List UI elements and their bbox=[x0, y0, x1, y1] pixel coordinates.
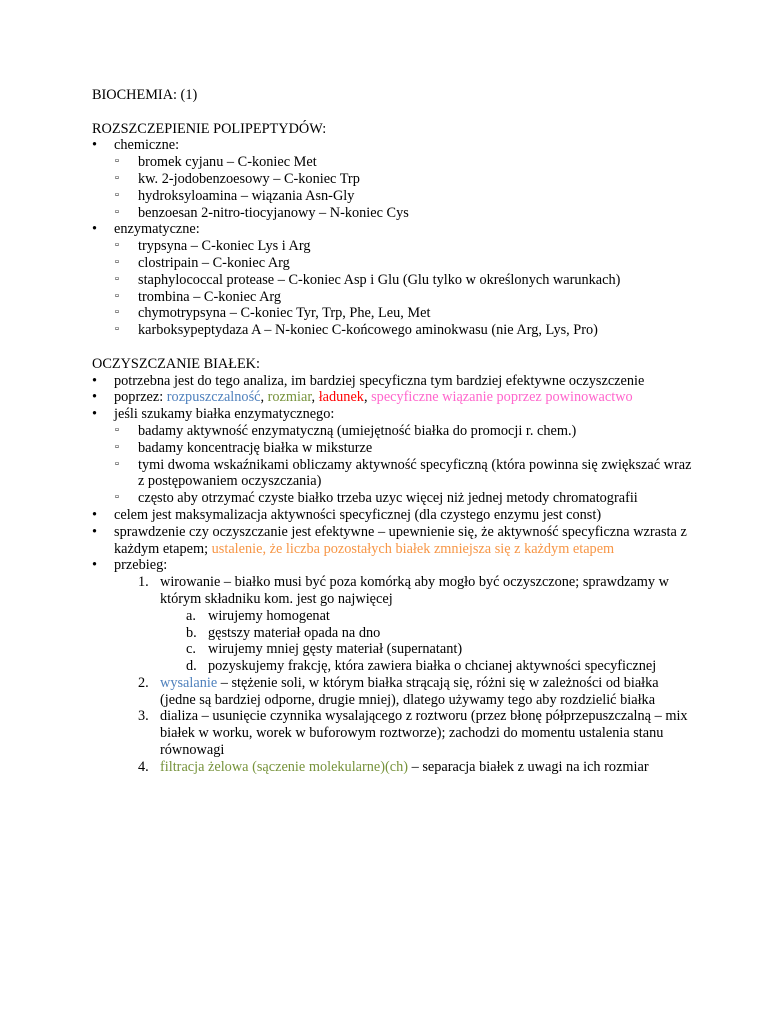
sub-item-text: tymi dwoma wskaźnikami obliczamy aktywność specyficzną (która powinna się zwiększać wraz z postępowaniem oczyszczania) bbox=[138, 456, 692, 490]
bullet-text: przebieg: bbox=[114, 557, 168, 574]
bullet-marker: • bbox=[92, 221, 98, 238]
method-affinity: specyficzne wiązanie poprzez powinowactwo bbox=[371, 389, 633, 406]
step-2 bbox=[92, 675, 692, 709]
section-heading-cleavage: ROZSZCZEPIENIE POLIPEPTYDÓW: bbox=[92, 120, 327, 137]
bullet-chemical bbox=[92, 137, 692, 154]
sub-item-text: hydroksyloamina – wiązania Asn-Gly bbox=[138, 187, 355, 204]
sub-item bbox=[92, 154, 692, 171]
sub-step-text: wirujemy mniej gęsty materiał (supernatant) bbox=[208, 641, 463, 658]
sub-letter: d. bbox=[186, 658, 197, 675]
sub-item bbox=[92, 238, 692, 255]
sub-step-text: wirujemy homogenat bbox=[208, 607, 330, 624]
step-1-sub bbox=[92, 625, 692, 642]
sub-marker: ▫ bbox=[115, 205, 119, 218]
bullet-marker: • bbox=[92, 506, 98, 523]
bullet-enzymatic bbox=[92, 221, 692, 238]
sub-letter: b. bbox=[186, 624, 197, 641]
bullet-marker: • bbox=[92, 372, 98, 389]
sub-item-text: badamy aktywność enzymatyczną (umiejętność białka do promocji r. chem.) bbox=[138, 422, 577, 439]
bullet-marker: • bbox=[92, 523, 98, 540]
step-number: 2. bbox=[138, 674, 149, 691]
method-solubility: rozpuszczalność bbox=[166, 389, 261, 406]
sub-item-text: trypsyna – C-koniec Lys i Arg bbox=[138, 238, 311, 255]
bullet-goal bbox=[92, 507, 692, 524]
sub-item bbox=[92, 440, 692, 457]
sub-letter: c. bbox=[186, 641, 196, 658]
bullet-text: jeśli szukamy białka enzymatycznego: bbox=[114, 406, 335, 423]
method-charge: ładunek bbox=[318, 389, 364, 406]
step-text: dializa – usunięcie czynnika wysalającego z roztworu (przez błonę półprzepuszczalną – mix białek w worku, worek w buforowym roztworze); zachodzi do momentu ustalenia stanu równowagi bbox=[160, 708, 688, 759]
sub-step-text: gęstszy materiał opada na dno bbox=[208, 624, 381, 641]
separator: , bbox=[260, 389, 268, 406]
document-body bbox=[92, 87, 692, 776]
sub-item-text: karboksypeptydaza A – N-koniec C-końcowego aminokwasu (nie Arg, Lys, Pro) bbox=[138, 322, 598, 339]
step-1-sub bbox=[92, 658, 692, 675]
sub-item bbox=[92, 490, 692, 507]
sub-item bbox=[92, 171, 692, 188]
step-highlight: wysalanie bbox=[160, 674, 218, 691]
sub-item bbox=[92, 188, 692, 205]
step-1 bbox=[92, 574, 692, 608]
bullet-marker: • bbox=[92, 137, 98, 154]
bullet-marker: • bbox=[92, 389, 98, 406]
highlight-text: ustalenie, że liczba pozostałych białek zmniejsza się z każdym etapem bbox=[211, 540, 615, 557]
sub-item-text: clostripain – C-koniec Arg bbox=[138, 254, 290, 271]
sub-marker: ▫ bbox=[115, 323, 119, 336]
sub-item bbox=[92, 205, 692, 222]
sub-item bbox=[92, 457, 692, 491]
step-number: 4. bbox=[138, 758, 149, 775]
bullet-text: celem jest maksymalizacja aktywności specyficznej (dla czystego enzymu jest const) bbox=[114, 506, 602, 523]
bullet-check bbox=[92, 524, 692, 558]
sub-item-text: staphylococcal protease – C-koniec Asp i Glu (Glu tylko w określonych warunkach) bbox=[138, 271, 621, 288]
bullet-methods bbox=[92, 389, 692, 406]
sub-item bbox=[92, 305, 692, 322]
sub-marker: ▫ bbox=[115, 306, 119, 319]
bullet-text: chemiczne: bbox=[114, 137, 180, 154]
sub-marker: ▫ bbox=[115, 188, 119, 201]
sub-item-text: benzoesan 2-nitro-tiocyjanowy – N-koniec Cys bbox=[138, 204, 409, 221]
sub-item-text: trombina – C-koniec Arg bbox=[138, 288, 282, 305]
sub-marker: ▫ bbox=[115, 289, 119, 302]
bullet-marker: • bbox=[92, 557, 98, 574]
step-1-sub bbox=[92, 641, 692, 658]
sub-item-text: chymotrypsyna – C-koniec Tyr, Trp, Phe, Leu, Met bbox=[138, 305, 431, 322]
sub-item-text: badamy koncentrację białka w miksturze bbox=[138, 439, 373, 456]
sub-marker: ▫ bbox=[115, 491, 119, 504]
bullet-enzymatic-protein bbox=[92, 406, 692, 423]
step-text: – stężenie soli, w którym białka strącają się, różni się w zależności od białka (jedne są bardziej odporne, drugie mniej), dlatego używamy tego aby rozdzielić białka bbox=[160, 674, 659, 708]
sub-item-text: kw. 2-jodobenzoesowy – C-koniec Trp bbox=[138, 170, 360, 187]
step-number: 3. bbox=[138, 708, 149, 725]
sub-marker: ▫ bbox=[115, 155, 119, 168]
sub-item bbox=[92, 272, 692, 289]
sub-marker: ▫ bbox=[115, 239, 119, 252]
step-4 bbox=[92, 759, 692, 776]
method-size: rozmiar bbox=[267, 389, 312, 406]
bullet-marker: • bbox=[92, 406, 98, 423]
sub-marker: ▫ bbox=[115, 255, 119, 268]
sub-item bbox=[92, 289, 692, 306]
bullet-text: enzymatyczne: bbox=[114, 221, 200, 238]
sub-item-text: często aby otrzymać czyste białko trzeba uzyc więcej niż jednej metody chromatografii bbox=[138, 490, 638, 507]
step-text: – separacja białek z uwagi na ich rozmiar bbox=[408, 758, 649, 775]
methods-prefix: poprzez: bbox=[114, 389, 167, 406]
sub-marker: ▫ bbox=[115, 440, 119, 453]
bullet-text: potrzebna jest do tego analiza, im bardziej specyficzna tym bardziej efektywne oczyszczenie bbox=[114, 372, 645, 389]
step-highlight: filtracja żelowa (sączenie molekularne)(ch) bbox=[160, 758, 409, 775]
bullet-procedure bbox=[92, 557, 692, 574]
separator: , bbox=[311, 389, 319, 406]
bullet-text: sprawdzenie czy oczyszczanie jest efektywne – upewnienie się, że aktywność specyficzna wzrasta z każdym etapem; bbox=[114, 523, 687, 557]
document-title: BIOCHEMIA: (1) bbox=[92, 87, 198, 103]
sub-marker: ▫ bbox=[115, 272, 119, 285]
sub-marker: ▫ bbox=[115, 423, 119, 436]
step-text: wirowanie – białko musi być poza komórką aby mogło być oczyszczone; sprawdzamy w którym składniku kom. jest go najwięcej bbox=[160, 574, 669, 607]
sub-marker: ▫ bbox=[115, 171, 119, 184]
bullet-analysis bbox=[92, 373, 692, 390]
sub-item-text: bromek cyjanu – C-koniec Met bbox=[138, 154, 317, 171]
step-3 bbox=[92, 708, 692, 758]
step-1-sub bbox=[92, 608, 692, 625]
sub-item bbox=[92, 423, 692, 440]
sub-item bbox=[92, 322, 692, 339]
sub-letter: a. bbox=[186, 607, 196, 624]
section-heading-purification: OCZYSZCZANIE BIAŁEK: bbox=[92, 355, 260, 372]
step-number: 1. bbox=[138, 574, 149, 591]
sub-item bbox=[92, 255, 692, 272]
separator: , bbox=[363, 389, 372, 406]
sub-step-text: pozyskujemy frakcję, która zawiera białka o chcianej aktywności specyficznej bbox=[208, 658, 657, 675]
sub-marker: ▫ bbox=[115, 457, 119, 470]
